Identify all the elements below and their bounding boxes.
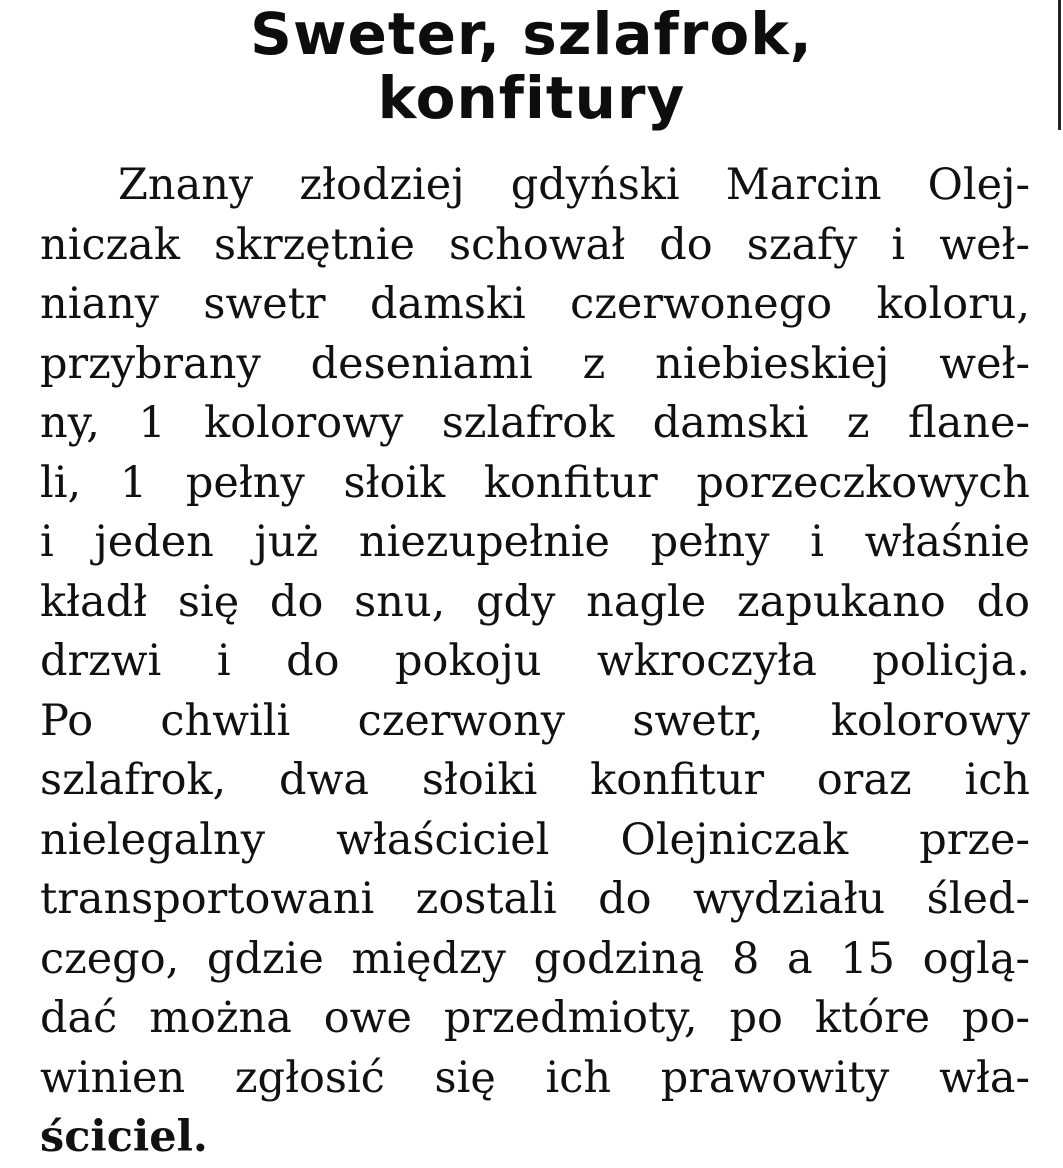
body-line-14: czego, gdzie między godziną 8 a 15 oglą- [40,933,1030,984]
headline-line-2: konfitury [377,64,686,132]
body-line-7: i jeden już niezupełnie pełny i właśnie [40,517,1030,567]
body-line-1: Znany złodziej gdyński Marcin Olej- [118,160,1030,210]
body-line-12: nielegalny właściciel Olejniczak prze- [40,814,1030,865]
article-body [40,156,1030,1168]
body-line-10: Po chwili czerwony swetr, kolorowy [40,695,1030,746]
body-line-15: dać można owe przedmioty, po które po- [40,993,1030,1043]
body-line-2: niczak skrzętnie schował do szafy i weł- [40,219,1030,270]
body-line-3: niany swetr damski czerwonego koloru, [40,279,1030,329]
body-line-9: drzwi i do pokoju wkroczyła policja. [40,636,1030,686]
body-line-6: li, 1 pełny słoik konfitur porzeczkowych [40,457,1030,508]
headline-line-1: Sweter, szlafrok, [250,0,813,68]
body-line-5: ny, 1 kolorowy szlafrok damski z flane- [40,398,1030,448]
body-line-16: winien zgłosić się ich prawowity wła- [40,1052,1030,1103]
body-line-17: ściciel. [40,1112,208,1162]
body-line-13: transportowani zostali do wydziału śled- [40,874,1030,924]
article-headline [0,2,1063,130]
body-line-8: kładł się do snu, gdy nagle zapukano do [40,576,1030,627]
body-line-4: przybrany deseniami z niebieskiej weł- [40,338,1030,389]
body-line-11: szlafrok, dwa słoiki konfitur oraz ich [40,755,1030,805]
